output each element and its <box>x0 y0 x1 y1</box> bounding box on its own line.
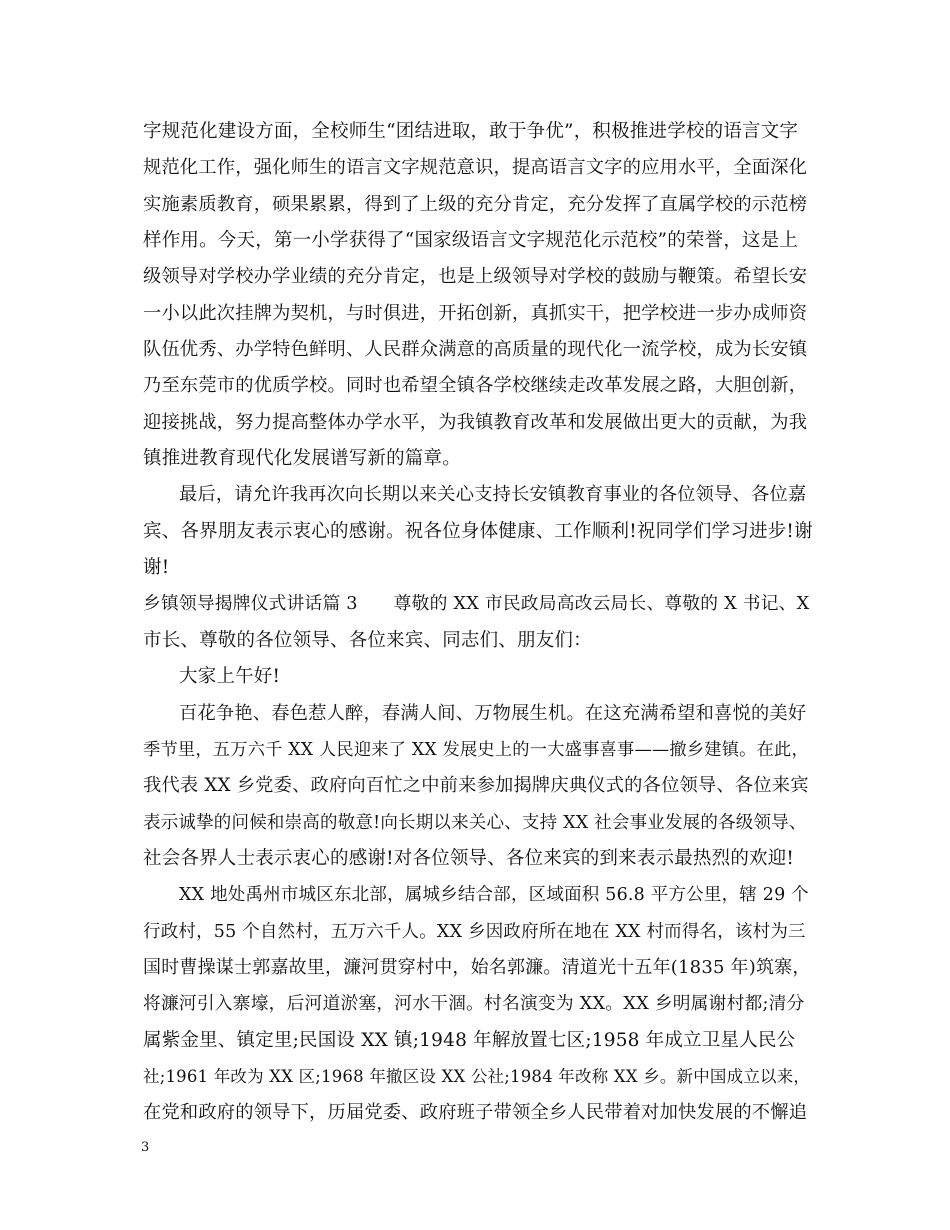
text-line: 镇推进教育现代化发展谱写新的篇章。 <box>143 448 461 470</box>
text-line: 属紫金里、镇定里;民国设 XX 镇;1948 年解放置七区;1958 年成立卫星人民公 <box>143 1029 796 1051</box>
text-line: 季节里，五万六千 XX 人民迎来了 XX 发展史上的一大盛事喜事——撤乡建镇。在此， <box>143 739 809 760</box>
text-line: 实施素质教育，硕果累累，得到了上级的充分肯定，充分发挥了直属学校的示范榜 <box>143 193 808 215</box>
text-line: XX 地处禹州市城区东北部，属城乡结合部，区域面积 56.8 平方公里，辖 29 个 <box>179 885 809 906</box>
page-number: 3 <box>141 1140 150 1155</box>
text-line: 级领导对学校办学业绩的充分肯定，也是上级领导对学校的鼓励与鞭策。希望长安 <box>143 266 808 288</box>
text-line: 字规范化建设方面，全校师生“团结进取，敢于争优”，积极推进学校的语言文字 <box>143 121 799 142</box>
text-line: 队伍优秀、办学特色鲜明、人民群众满意的高质量的现代化一流学校，成为长安镇 <box>143 339 808 361</box>
text-line: 在党和政府的领导下，历届党委、政府班子带领全乡人民带着对加快发展的不懈追 <box>143 1102 808 1124</box>
text-line: 乡镇领导揭牌仪式讲话篇 3 尊敬的 XX 市民政局高改云局长、尊敬的 X 书记、X <box>143 594 810 615</box>
text-line: 最后，请允许我再次向长期以来关心支持长安镇教育事业的各位领导、各位嘉 <box>179 484 807 506</box>
text-line: 行政村，55 个自然村，五万六千人。XX 乡因政府所在地在 XX 村而得名，该村为三 <box>143 921 806 942</box>
text-line: 迎接挑战，努力提高整体办学水平，为我镇教育改革和发展做出更大的贡献，为我 <box>143 411 808 433</box>
text-line: 将濂河引入寨壕，后河道淤塞，河水干涸。村名演变为 XX。XX 乡明属谢村都;清分 <box>143 994 805 1015</box>
text-line: 规范化工作，强化师生的语言文字规范意识，提高语言文字的应用水平，全面深化 <box>143 157 808 179</box>
text-line: 宾、各界朋友表示衷心的感谢。祝各位身体健康、工作顺利!祝同学们学习进步!谢 <box>143 520 813 542</box>
text-line: 市长、尊敬的各位领导、各位来宾、同志们、朋友们： <box>143 629 592 651</box>
text-line: 谢! <box>143 557 170 579</box>
document-body <box>143 114 813 1132</box>
text-line: 社会各界人士表示衷心的感谢!对各位领导、各位来宾的到来表示最热烈的欢迎! <box>143 847 795 869</box>
text-line: 一小以此次挂牌为契机，与时俱进，开拓创新，真抓实干，把学校进一步办成师资 <box>143 302 808 324</box>
text-line: 表示诚挚的问候和崇高的敬意!向长期以来关心、支持 XX 社会事业发展的各级领导、 <box>143 812 807 833</box>
text-line: 乃至东莞市的优质学校。同时也希望全镇各学校继续走改革发展之路，大胆创新， <box>143 375 808 397</box>
text-line: 大家上午好! <box>179 666 281 688</box>
text-line: 百花争艳、春色惹人醉，春满人间、万物展生机。在这充满希望和喜悦的美好 <box>179 702 807 724</box>
text-line: 国时曹操谋士郭嘉故里，濂河贯穿村中，始名郭濂。清道光十五年(1835 年)筑寨， <box>143 956 811 978</box>
text-line: 我代表 XX 乡党委、政府向百忙之中前来参加揭牌庆典仪式的各位领导、各位来宾 <box>143 775 809 797</box>
text-line: 社;1961 年改为 XX 区;1968 年撤区设 XX 公社;1984 年改称 XX 乡。新中国成立以来， <box>143 1066 811 1086</box>
text-line: 样作用。今天，第一小学获得了“国家级语言文字规范化示范校”的荣誉，这是上 <box>143 230 799 252</box>
